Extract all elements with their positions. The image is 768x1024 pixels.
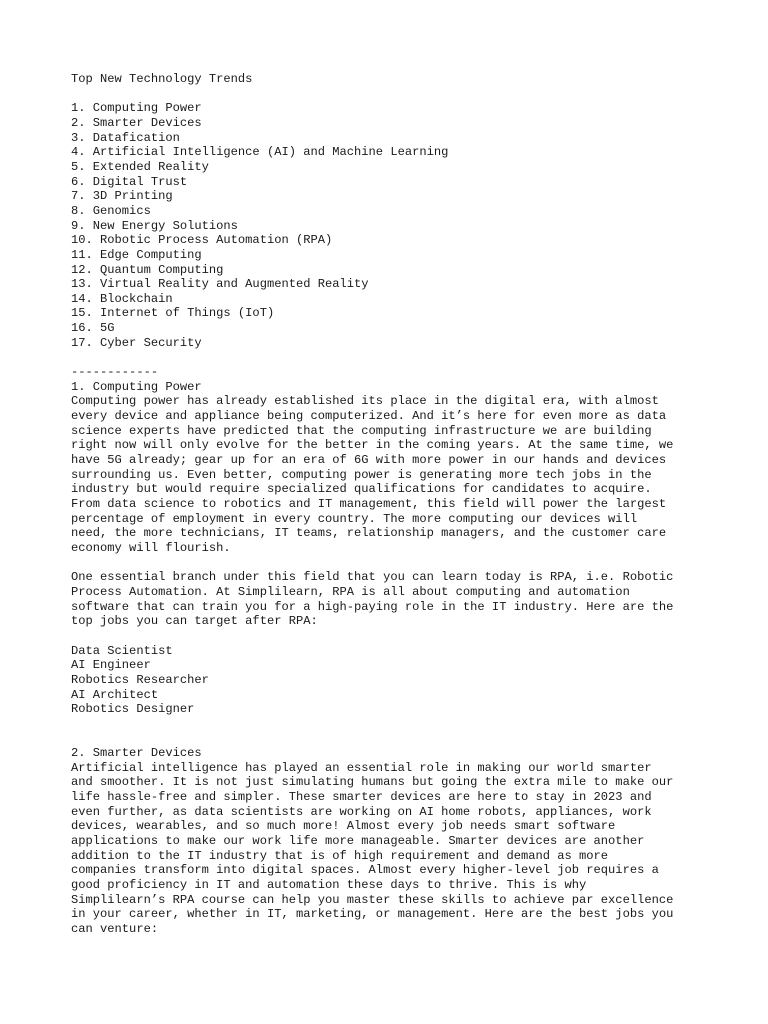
section-separator: ------------ xyxy=(71,365,159,380)
paragraph-line: even further, as data scientists are working on AI home robots, appliances, work xyxy=(71,804,652,819)
toc-item: 3. Datafication xyxy=(71,130,180,145)
jobs-list xyxy=(71,644,711,717)
paragraph-line: One essential branch under this field that you can learn today is RPA, i.e. Robotic xyxy=(71,570,674,585)
paragraph-line: applications to make our work life more manageable. Smarter devices are another xyxy=(71,834,645,849)
paragraph-line: economy will flourish. xyxy=(71,540,231,555)
paragraph-line: devices, wearables, and so much more! Almost every job needs smart software xyxy=(71,819,616,834)
toc-list xyxy=(71,101,711,350)
paragraph-line: and smoother. It is not just simulating humans but going the extra mile to make our xyxy=(71,775,674,790)
toc-item: 6. Digital Trust xyxy=(71,174,188,189)
spacer xyxy=(71,556,711,571)
paragraph-line: good proficiency in IT and automation these days to thrive. This is why xyxy=(71,878,587,892)
paragraph-line: Artificial intelligence has played an essential role in making our world smarter xyxy=(71,760,652,775)
section-heading-smarter-devices: 2. Smarter Devices xyxy=(71,746,202,761)
toc-item: 17. Cyber Security xyxy=(71,335,202,350)
paragraph-line: top jobs you can target after RPA: xyxy=(71,614,318,629)
document-title: Top New Technology Trends xyxy=(71,72,253,86)
job-item: AI Architect xyxy=(71,687,159,702)
job-item: Robotics Designer xyxy=(71,702,195,717)
toc-item: 11. Edge Computing xyxy=(71,247,202,262)
toc-item: 13. Virtual Reality and Augmented Reality xyxy=(71,277,369,292)
paragraph-line: addition to the IT industry that is of high requirement and demand as more xyxy=(71,848,609,863)
paragraph-line: industry but would require specialized qualifications for candidates to acquire. xyxy=(71,482,652,497)
toc-item: 2. Smarter Devices xyxy=(71,115,202,130)
paragraph-line: have 5G already; gear up for an era of 6G with more power in our hands and devices xyxy=(71,453,667,468)
paragraph-line: every device and appliance being computerized. And it’s here for even more as data xyxy=(71,409,667,424)
paragraph-line: Process Automation. At Simplilearn, RPA is all about computing and automation xyxy=(71,584,630,599)
job-item: Data Scientist xyxy=(71,643,173,658)
toc-item: 7. 3D Printing xyxy=(71,189,173,204)
toc-item: 12. Quantum Computing xyxy=(71,262,224,277)
paragraph-line: surrounding us. Even better, computing power is generating more tech jobs in the xyxy=(71,467,652,482)
toc-item: 16. 5G xyxy=(71,321,115,336)
job-item: AI Engineer xyxy=(71,658,151,673)
section1-paragraph-1 xyxy=(71,394,711,555)
toc-item: 8. Genomics xyxy=(71,203,151,218)
document-page xyxy=(71,72,711,937)
toc-item: 15. Internet of Things (IoT) xyxy=(71,306,275,321)
job-item: Robotics Researcher xyxy=(71,672,209,687)
spacer xyxy=(71,629,711,644)
paragraph-line: Simplilearn’s RPA course can help you master these skills to achieve par excellence xyxy=(71,892,674,907)
spacer xyxy=(71,87,711,102)
toc-item: 1. Computing Power xyxy=(71,101,202,116)
paragraph-line: percentage of employment in every country. The more computing our devices will xyxy=(71,511,638,526)
paragraph-line: software that can train you for a high-paying role in the IT industry. Here are the xyxy=(71,599,674,614)
paragraph-line: From data science to robotics and IT management, this field will power the largest xyxy=(71,497,667,511)
toc-item: 5. Extended Reality xyxy=(71,159,209,174)
paragraph-line: in your career, whether in IT, marketing, or management. Here are the best jobs you xyxy=(71,907,674,922)
section-heading-computing-power: 1. Computing Power xyxy=(71,379,202,394)
paragraph-line: need, the more technicians, IT teams, relationship managers, and the customer care xyxy=(71,526,667,541)
paragraph-line: life hassle-free and simpler. These smarter devices are here to stay in 2023 and xyxy=(71,790,652,805)
toc-item: 4. Artificial Intelligence (AI) and Machine Learning xyxy=(71,145,449,160)
spacer xyxy=(71,350,711,365)
section1-paragraph-2 xyxy=(71,570,711,629)
section2-paragraph-1 xyxy=(71,761,711,937)
toc-item: 10. Robotic Process Automation (RPA) xyxy=(71,233,333,248)
spacer xyxy=(71,731,711,746)
paragraph-line: companies transform into digital spaces. Almost every higher-level job requires a xyxy=(71,863,659,878)
paragraph-line: right now will only evolve for the better in the coming years. At the same time, we xyxy=(71,438,674,453)
toc-item: 9. New Energy Solutions xyxy=(71,218,238,233)
toc-item: 14. Blockchain xyxy=(71,291,173,306)
paragraph-line: can venture: xyxy=(71,921,159,936)
spacer xyxy=(71,717,711,732)
paragraph-line: Computing power has already established its place in the digital era, with almost xyxy=(71,394,659,409)
paragraph-line: science experts have predicted that the computing infrastructure we are building xyxy=(71,423,652,438)
